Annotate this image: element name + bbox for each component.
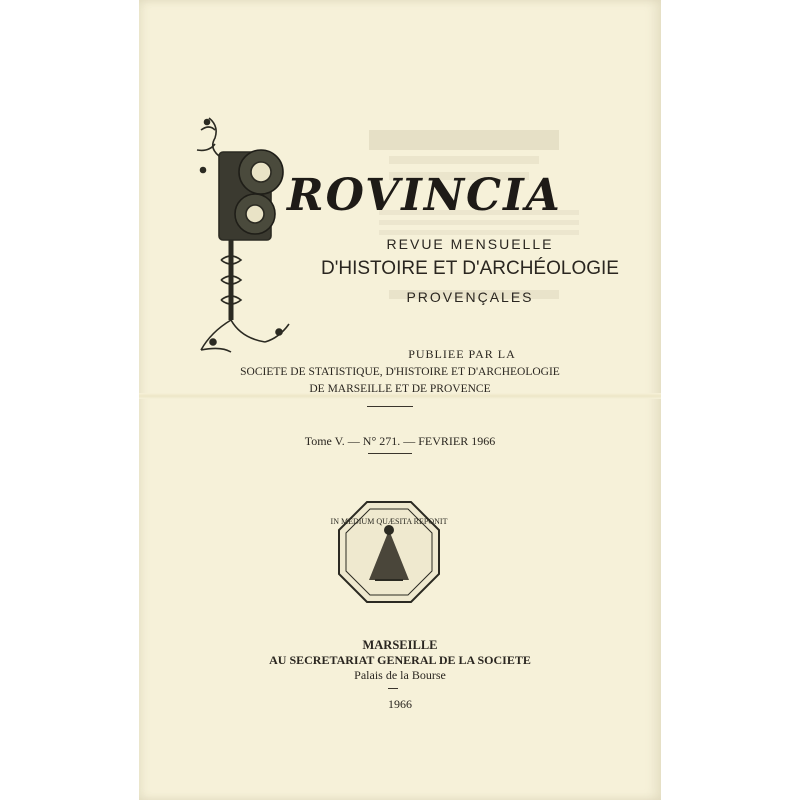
imprint-secretariat: AU SECRETARIAT GENERAL DE LA SOCIETE: [269, 653, 531, 667]
imprint-address: Palais de la Bourse: [354, 668, 446, 682]
masthead-title: ROVINCIA: [287, 170, 562, 221]
revue-mensuelle: REVUE MENSUELLE: [386, 236, 554, 252]
seal-motto: IN MEDIUM QUÆSITA REPONIT: [330, 517, 448, 526]
issue-line: Tome V. — N° 271. — FEVRIER 1966: [304, 434, 496, 448]
publisher-line-1: PUBLIEE PAR LA: [408, 347, 516, 361]
document-page: [139, 0, 661, 800]
imprint-city: MARSEILLE: [362, 638, 438, 652]
divider: [368, 453, 412, 454]
illuminated-initial-p-icon: [191, 110, 301, 360]
society-seal-icon: [330, 500, 448, 604]
divider: [367, 406, 413, 407]
publisher-line-3: DE MARSEILLE ET DE PROVENCE: [309, 383, 491, 395]
divider: [388, 688, 398, 689]
subject-line: D'HISTOIRE ET D'ARCHÉOLOGIE: [321, 258, 619, 279]
region-line: PROVENÇALES: [406, 289, 534, 305]
publisher-line-2: SOCIETE DE STATISTIQUE, D'HISTOIRE ET D'ARCHEOLOGIE: [240, 366, 560, 378]
imprint-year: 1966: [388, 697, 412, 711]
